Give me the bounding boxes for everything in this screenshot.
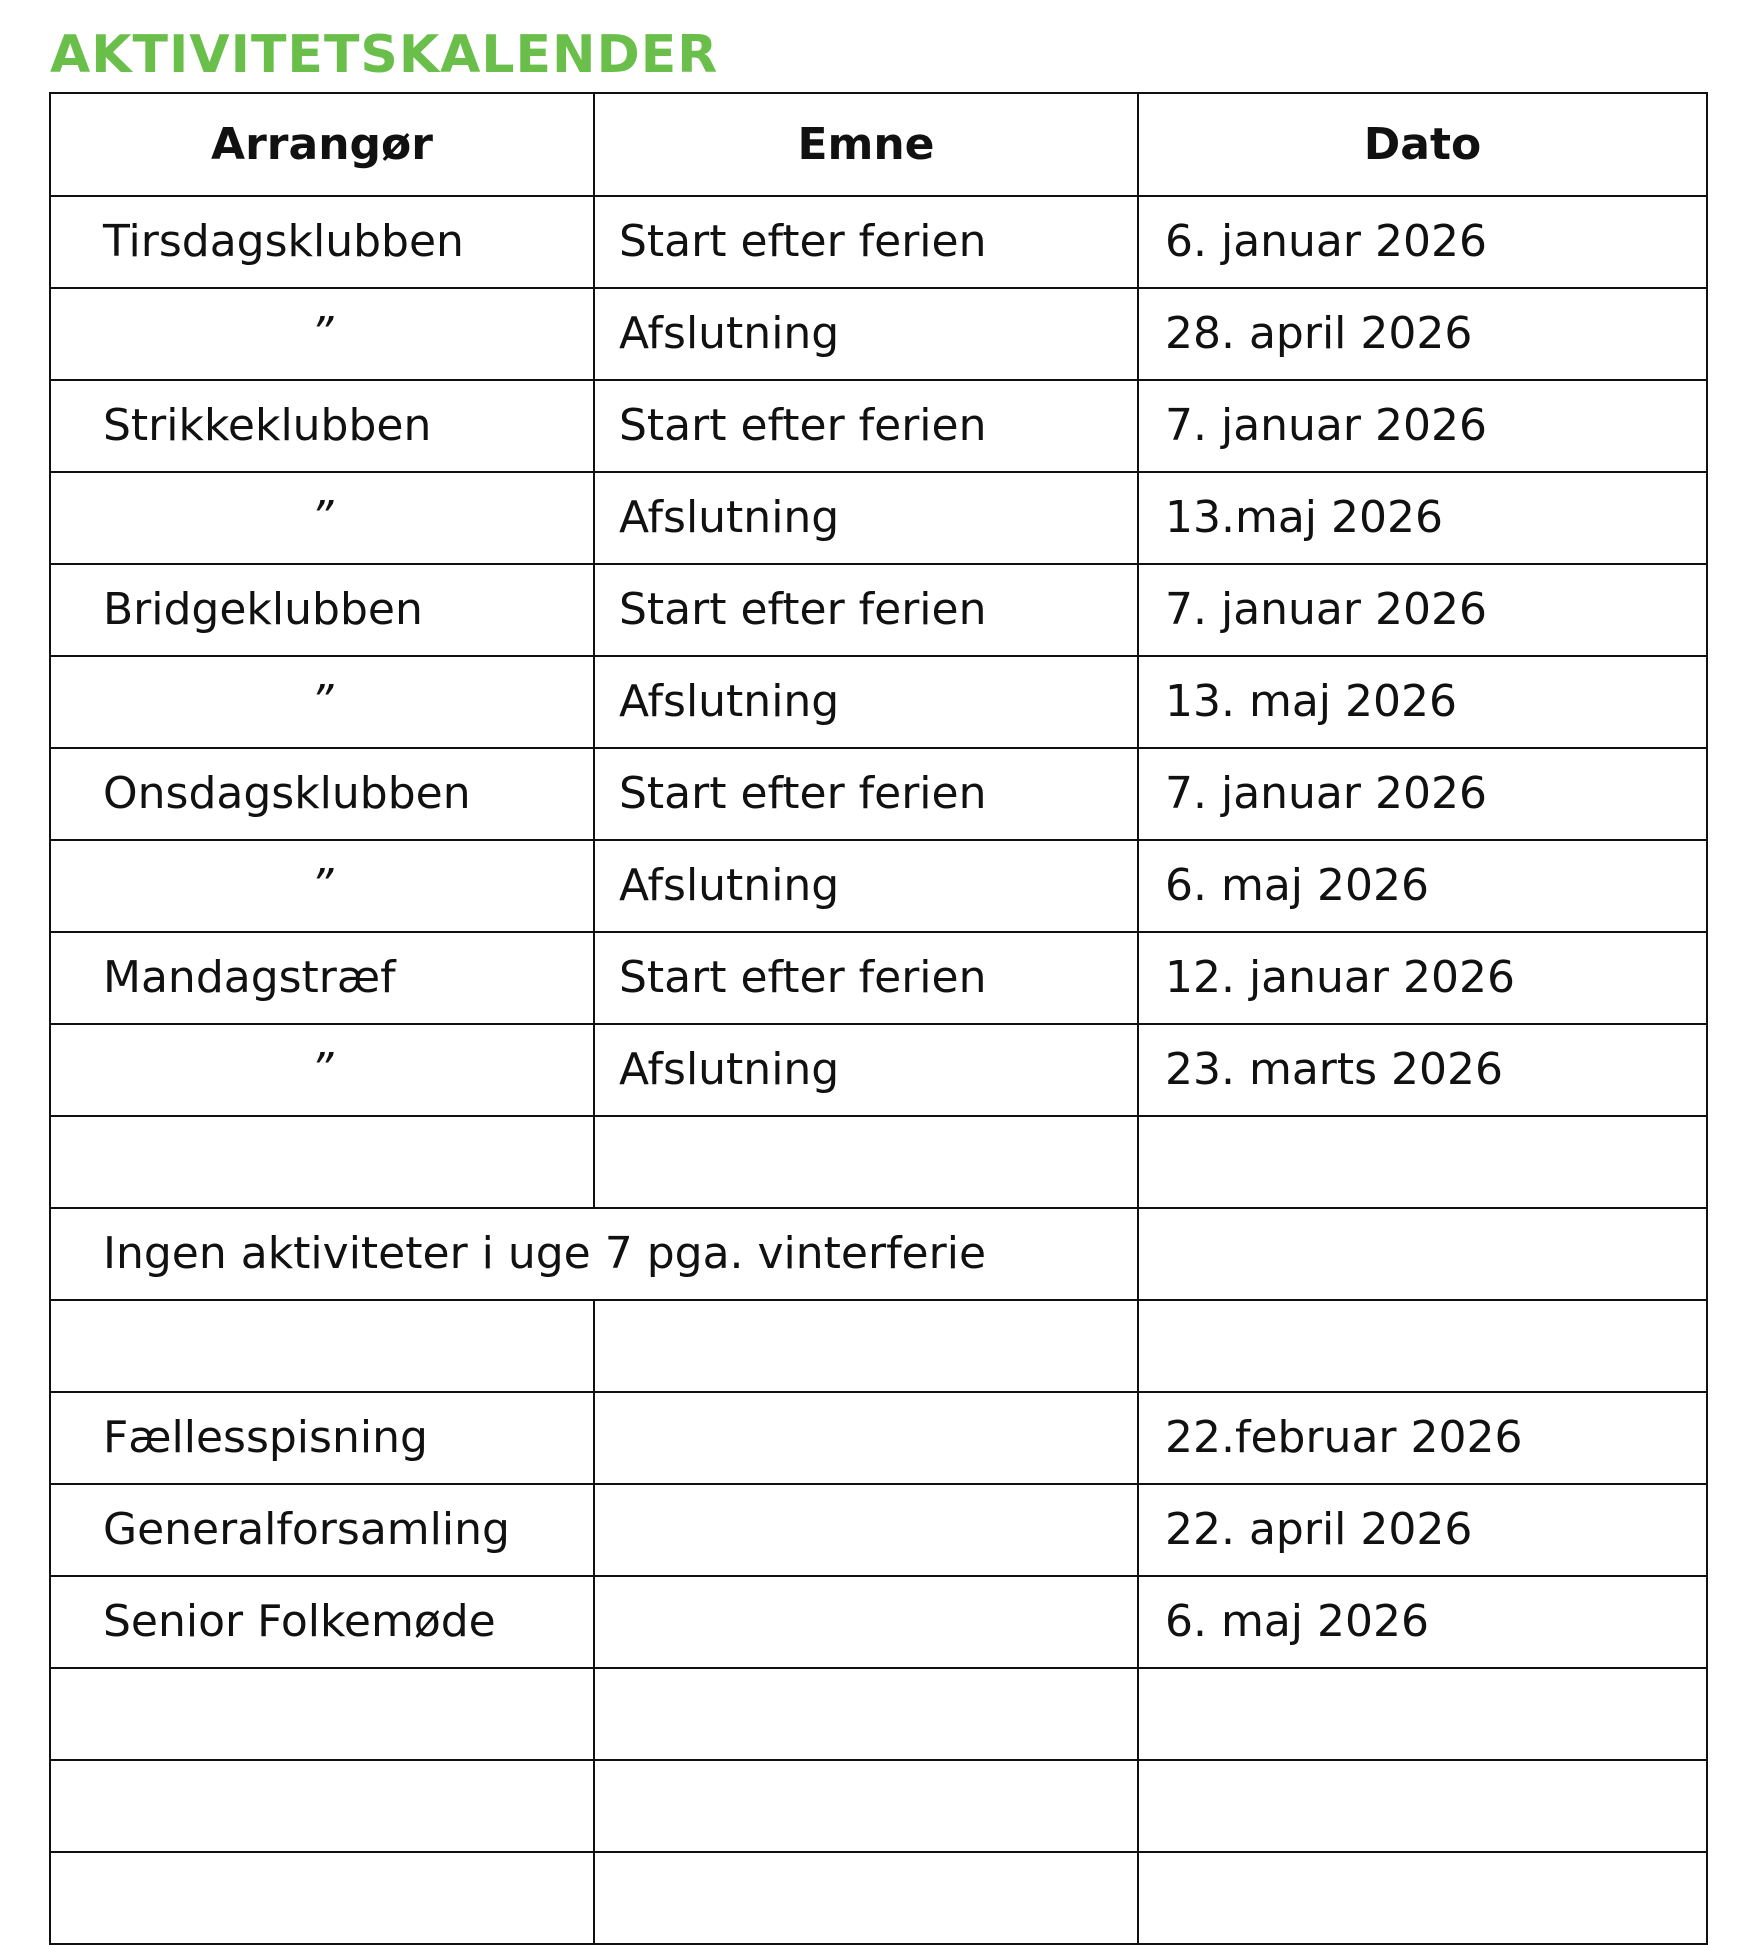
empty-row: [50, 1668, 1707, 1760]
table-row: [50, 932, 1707, 1024]
empty-cell: [594, 1300, 1138, 1392]
empty-cell: [1138, 1116, 1707, 1208]
column-header-arrangor: Arrangør: [50, 93, 594, 196]
ditto-mark-cell: ”: [50, 288, 594, 380]
empty-row: [50, 1116, 1707, 1208]
empty-cell: [50, 1668, 594, 1760]
ditto-mark-cell: ”: [50, 1024, 594, 1116]
arrangor-cell: Senior Folkemøde: [50, 1576, 594, 1668]
dato-cell: 22. april 2026: [1138, 1484, 1707, 1576]
empty-row: [50, 1852, 1707, 1944]
table-row: [50, 196, 1707, 288]
emne-cell: Afslutning: [594, 472, 1138, 564]
table-row: [50, 1484, 1707, 1576]
empty-cell: [1138, 1852, 1707, 1944]
table-row: [50, 380, 1707, 472]
emne-cell: Afslutning: [594, 656, 1138, 748]
emne-cell: Afslutning: [594, 1024, 1138, 1116]
emne-cell: [594, 1484, 1138, 1576]
dato-cell: 7. januar 2026: [1138, 748, 1707, 840]
empty-cell: [1138, 1300, 1707, 1392]
table-row: [50, 564, 1707, 656]
empty-cell: [594, 1668, 1138, 1760]
column-header-dato: Dato: [1138, 93, 1707, 196]
table-row: [50, 288, 1707, 380]
empty-cell: [1138, 1668, 1707, 1760]
dato-cell: 7. januar 2026: [1138, 380, 1707, 472]
empty-cell: [1138, 1208, 1707, 1300]
table-row: [50, 472, 1707, 564]
page-title: AKTIVITETSKALENDER: [50, 25, 719, 85]
arrangor-cell: Generalforsamling: [50, 1484, 594, 1576]
empty-cell: [50, 1116, 594, 1208]
arrangor-cell: Mandagstræf: [50, 932, 594, 1024]
table-header-row: [50, 93, 1707, 196]
arrangor-cell: Strikkeklubben: [50, 380, 594, 472]
emne-cell: [594, 1576, 1138, 1668]
arrangor-cell: Bridgeklubben: [50, 564, 594, 656]
empty-cell: [594, 1116, 1138, 1208]
dato-cell: 12. januar 2026: [1138, 932, 1707, 1024]
emne-cell: Start efter ferien: [594, 380, 1138, 472]
empty-cell: [50, 1760, 594, 1852]
emne-cell: [594, 1392, 1138, 1484]
emne-cell: Start efter ferien: [594, 748, 1138, 840]
emne-cell: Afslutning: [594, 288, 1138, 380]
table-row: [50, 840, 1707, 932]
arrangor-cell: Tirsdagsklubben: [50, 196, 594, 288]
emne-cell: Afslutning: [594, 840, 1138, 932]
table-row: [50, 1024, 1707, 1116]
note-row: [50, 1208, 1707, 1300]
table-row: [50, 656, 1707, 748]
empty-cell: [50, 1852, 594, 1944]
dato-cell: 6. maj 2026: [1138, 1576, 1707, 1668]
dato-cell: 22.februar 2026: [1138, 1392, 1707, 1484]
empty-row: [50, 1760, 1707, 1852]
emne-cell: Start efter ferien: [594, 932, 1138, 1024]
vinterferie-note: Ingen aktiviteter i uge 7 pga. vinterferie: [50, 1208, 1138, 1300]
dato-cell: 13. maj 2026: [1138, 656, 1707, 748]
empty-cell: [594, 1852, 1138, 1944]
empty-row: [50, 1300, 1707, 1392]
empty-cell: [594, 1760, 1138, 1852]
ditto-mark-cell: ”: [50, 656, 594, 748]
arrangor-cell: Fællesspisning: [50, 1392, 594, 1484]
dato-cell: 28. april 2026: [1138, 288, 1707, 380]
dato-cell: 13.maj 2026: [1138, 472, 1707, 564]
table-row: [50, 1576, 1707, 1668]
dato-cell: 7. januar 2026: [1138, 564, 1707, 656]
activity-calendar-table: [49, 92, 1708, 1945]
dato-cell: 23. marts 2026: [1138, 1024, 1707, 1116]
ditto-mark-cell: ”: [50, 840, 594, 932]
empty-cell: [50, 1300, 594, 1392]
column-header-emne: Emne: [594, 93, 1138, 196]
emne-cell: Start efter ferien: [594, 196, 1138, 288]
arrangor-cell: Onsdagsklubben: [50, 748, 594, 840]
empty-cell: [1138, 1760, 1707, 1852]
dato-cell: 6. januar 2026: [1138, 196, 1707, 288]
ditto-mark-cell: ”: [50, 472, 594, 564]
table-row: [50, 1392, 1707, 1484]
table-row: [50, 748, 1707, 840]
emne-cell: Start efter ferien: [594, 564, 1138, 656]
dato-cell: 6. maj 2026: [1138, 840, 1707, 932]
